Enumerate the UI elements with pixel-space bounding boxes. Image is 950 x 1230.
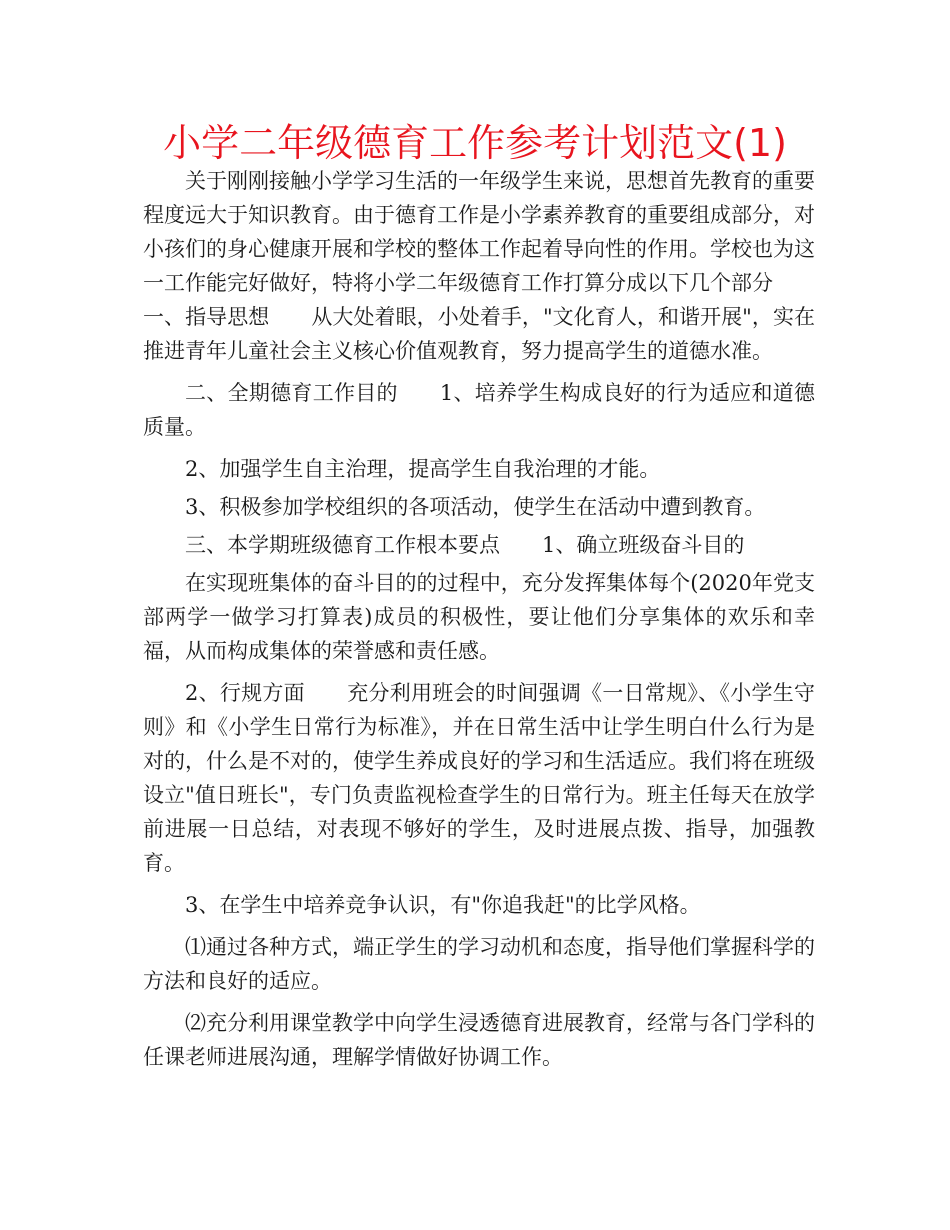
competition-text: 3、在学生中培养竞争认识，有"你追我赶"的比学风格。	[185, 893, 701, 917]
paragraph-conduct	[143, 676, 815, 880]
heading-conduct: 2、行规方面	[185, 681, 305, 705]
class-goal-text: 在实现班集体的奋斗目的的过程中，充分发挥集体每个(2020年党支部两学一做学习打算表)成员的积极性，要让他们分享集体的欢乐和幸福，从而构成集体的荣誉感和责任感。	[143, 571, 815, 663]
goal-item-1: 1、培养学生构成良好的行为适应和道德质量。	[143, 381, 816, 439]
guiding-thought-text: 从大处着眼，小处着手，"文化育人，和谐开展"，实在推进青年儿童社会主义核心价值观教育，努力提高学生的道德水准。	[143, 305, 815, 363]
intro-text: 关于刚刚接触小学学习生活的一年级学生来说，思想首先教育的重要程度远大于知识教育。由于德育工作是小学素养教育的重要组成部分，对小孩们的身心健康开展和学校的整体工作起着导向性的作用。学校也为这一工作能完好做好，特将小学二年级德育工作打算分成以下几个部分	[143, 169, 815, 295]
paragraph-sub-1	[143, 930, 815, 998]
paragraph-sub-2	[143, 1006, 815, 1074]
paragraph-class-goal	[143, 566, 815, 668]
conduct-text: 充分利用班会的时间强调《一日常规》、《小学生守则》和《小学生日常行为标准》，并在日常生活中让学生明白什么行为是对的，什么是不对的，使学生养成良好的学习和生活适应。我们将在班级设立"值日班长"，专门负责监视检查学生的日常行为。班主任每天在放学前进展一日总结，对表现不够好的学生，及时进展点拨、指导，加强教育。	[143, 681, 815, 875]
paragraph-goal-2	[143, 452, 815, 486]
paragraph-competition	[143, 888, 815, 922]
sub-item-1-text: ⑴通过各种方式，端正学生的学习动机和态度，指导他们掌握科学的方法和良好的适应。	[143, 935, 815, 993]
paragraph-goals	[143, 376, 815, 444]
paragraph-goal-3	[143, 490, 815, 524]
key-point-1-heading: 1、确立班级奋斗目的	[542, 533, 745, 557]
goal-item-3: 3、积极参加学校组织的各项活动，使学生在活动中遭到教育。	[185, 495, 766, 519]
heading-goals: 二、全期德育工作目的	[185, 381, 398, 405]
paragraph-intro	[143, 164, 815, 368]
document-body	[143, 164, 815, 1074]
sub-item-2-text: ⑵充分利用课堂教学中向学生浸透德育进展教育，经常与各门学科的任课老师进展沟通，理解学情做好协调工作。	[143, 1011, 815, 1069]
paragraph-key-points	[143, 528, 815, 562]
goal-item-2: 2、加强学生自主治理，提高学生自我治理的才能。	[185, 457, 661, 481]
document-title: 小学二年级德育工作参考计划范文(1)	[163, 121, 787, 165]
heading-key-points: 三、本学期班级德育工作根本要点	[185, 533, 500, 557]
heading-guiding-thought: 一、指导思想	[143, 305, 270, 329]
